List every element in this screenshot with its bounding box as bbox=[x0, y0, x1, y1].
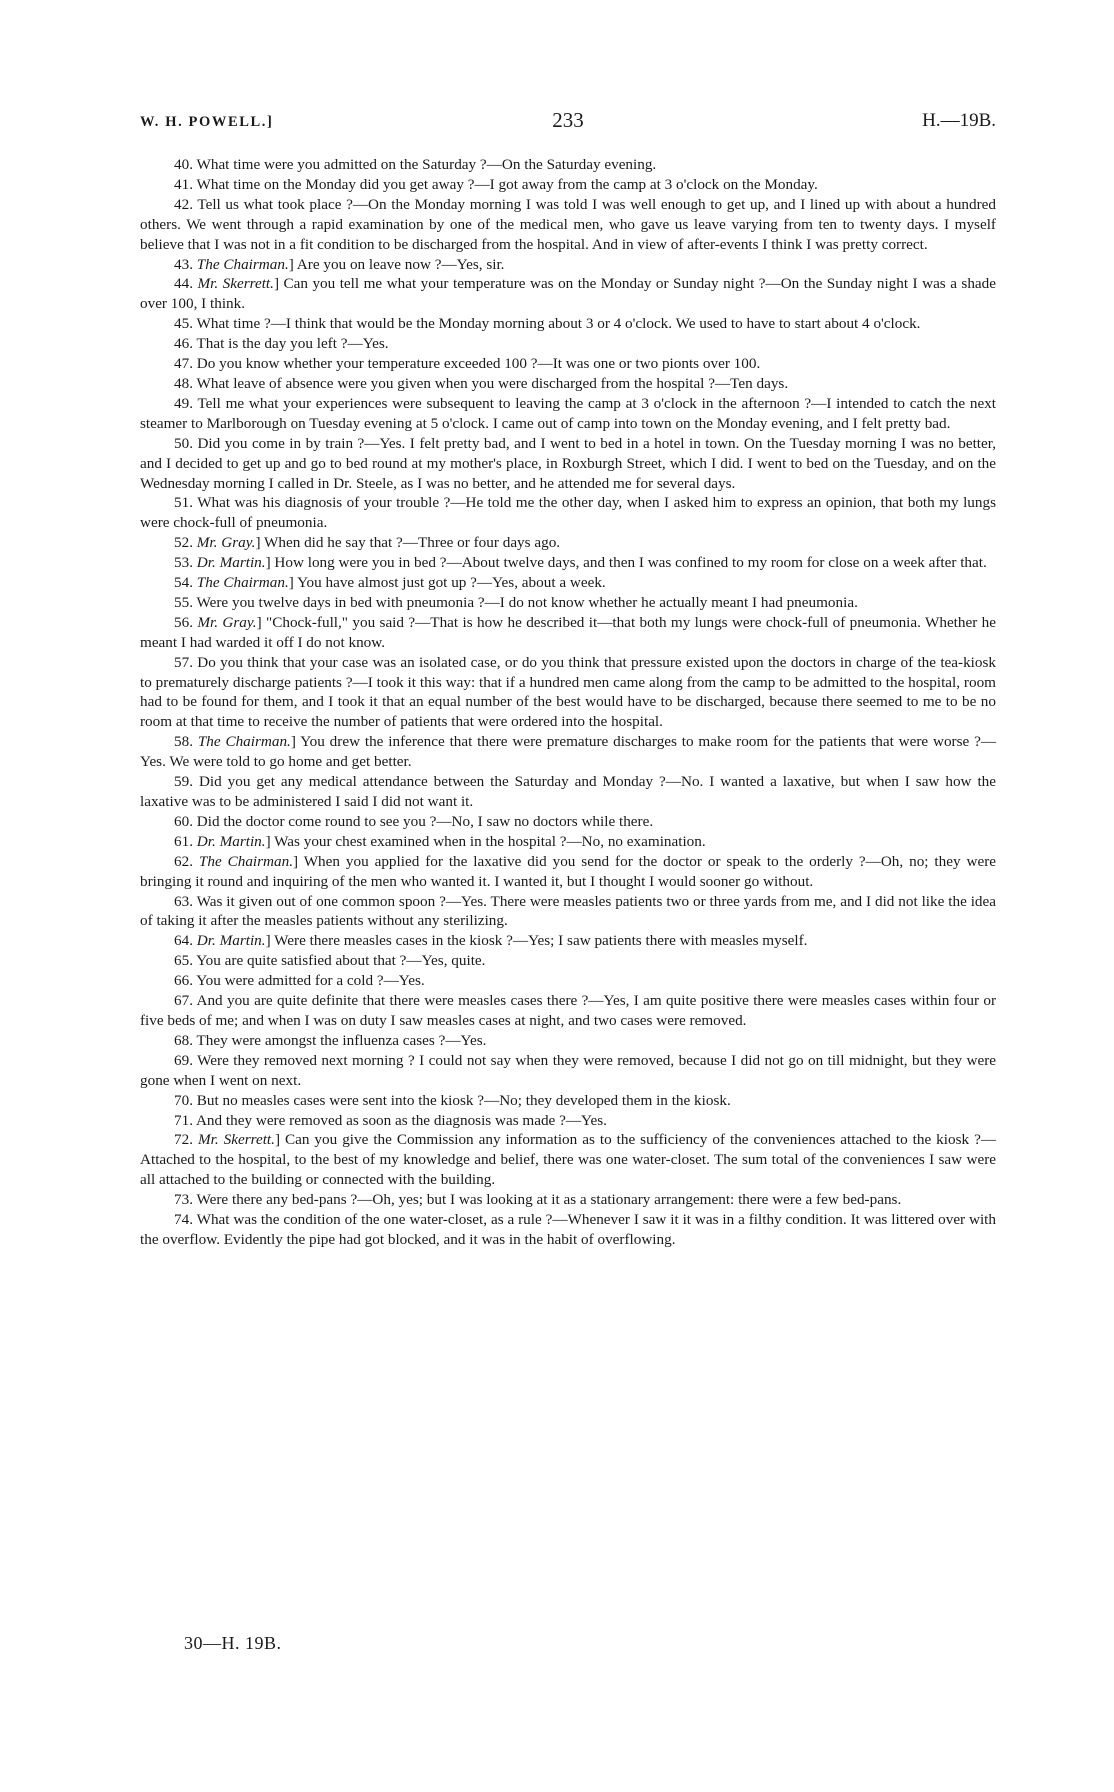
speaker-name: Dr. Martin. bbox=[196, 932, 266, 950]
speaker-name: Mr. Skerrett. bbox=[197, 1131, 275, 1149]
speaker-name: The Chairman. bbox=[197, 733, 291, 751]
question-answer-text: Was it given out of one common spoon ?—Yes. There were measles patients two or three yards from me, and I did not like the idea of taking it after the measles patients without any sterilizing. bbox=[140, 892, 996, 930]
question-answer-text: And you are quite definite that there were measles cases there ?—Yes, I am quite positive there were measles cases within four or five beds of me; and when I was on duty I saw measles cases at night, and two cases were removed. bbox=[140, 992, 996, 1029]
testimony-paragraph bbox=[140, 593, 996, 613]
question-answer-text: Can you tell me what your temperature was on the Monday or Sunday night ?—On the Sunday night I was a shade over 100, I think. bbox=[140, 275, 997, 313]
question-number: 62. bbox=[174, 852, 193, 870]
question-number: 44. bbox=[174, 275, 193, 293]
testimony-paragraph: 44. Mr. Skerrett.] Can you tell me what your temperature was on the Monday or Sunday night ?—On the Sunday night I was a shade over 100, I think. bbox=[140, 275, 997, 313]
question-answer-text: You drew the inference that there were premature discharges to make room for the patients that were worse ?—Yes. We were told to go home and get better. bbox=[140, 733, 997, 771]
signature-mark: 30—H. 19B. bbox=[184, 1633, 282, 1653]
question-answer-text: When did he say that ?—Three or four days ago. bbox=[264, 534, 561, 552]
testimony-paragraph bbox=[140, 155, 996, 175]
header-witness-name: W. H. POWELL.] bbox=[140, 114, 274, 130]
testimony-paragraph bbox=[140, 1190, 996, 1210]
testimony-paragraph bbox=[140, 812, 996, 832]
question-answer-text: Do you know whether your temperature exceeded 100 ?—It was one or two pionts over 100. bbox=[196, 355, 761, 373]
speaker-name: Mr. Gray. bbox=[196, 534, 256, 552]
question-number: 51. bbox=[174, 494, 193, 512]
question-answer-text: Can you give the Commission any information as to the sufficiency of the conveniences attached to the kiosk ?—Attached to the hospital, to the best of my knowledge and belief, there was one water-closet. The sum total of the conveniences I saw were all attached to the building or connected with the building. bbox=[140, 1131, 997, 1189]
question-answer-text: What leave of absence were you given when you were discharged from the hospital ?—Ten days. bbox=[196, 374, 789, 392]
question-answer-text: What time on the Monday did you get away ?—I got away from the camp at 3 o'clock on the Monday. bbox=[196, 175, 818, 193]
testimony-paragraph bbox=[140, 1091, 996, 1111]
testimony-paragraph: 52. Mr. Gray.] When did he say that ?—Three or four days ago. bbox=[174, 534, 561, 552]
question-answer-text: They were amongst the influenza cases ?—Yes. bbox=[196, 1031, 487, 1049]
testimony-paragraph: 64. Dr. Martin.] Were there measles cases in the kiosk ?—Yes; I saw patients there with measles myself. bbox=[174, 932, 808, 950]
speaker-name: The Chairman. bbox=[196, 574, 289, 592]
question-number: 43. bbox=[174, 255, 193, 273]
question-answer-text: Did you come in by train ?—Yes. I felt pretty bad, and I went to bed in a hotel in town. On the Tuesday morning I was no better, and I decided to get up and go to bed round at my mother's place, in Roxburgh Street, which I did. I went to bed on the Tuesday, and on the Wednesday morning I called in Dr. Steele, as I was no better, and he attended me for several days. bbox=[140, 434, 996, 492]
page-header bbox=[140, 108, 996, 138]
question-answer-text: Were they removed next morning ? I could not say when they were removed, because I did not go on till midnight, but they were gone when I went on next. bbox=[140, 1051, 996, 1089]
speaker-name: Mr. Skerrett. bbox=[197, 275, 274, 293]
question-number: 59. bbox=[174, 773, 193, 791]
question-number: 40. bbox=[174, 156, 193, 173]
question-number: 47. bbox=[174, 355, 193, 373]
testimony-paragraph bbox=[140, 991, 996, 1031]
question-number: 54. bbox=[174, 574, 193, 592]
question-number: 67. bbox=[174, 992, 193, 1010]
testimony-body bbox=[140, 155, 996, 1250]
testimony-paragraph bbox=[140, 354, 996, 374]
testimony-paragraph bbox=[140, 374, 996, 394]
testimony-paragraph bbox=[140, 334, 996, 354]
question-number: 71. bbox=[174, 1111, 193, 1129]
question-answer-text: That is the day you left ?—Yes. bbox=[196, 335, 389, 353]
question-number: 73. bbox=[174, 1191, 193, 1209]
question-answer-text: Are you on leave now ?—Yes, sir. bbox=[296, 255, 505, 273]
question-number: 74. bbox=[174, 1211, 193, 1229]
testimony-paragraph: 43. The Chairman.] Are you on leave now ?—Yes, sir. bbox=[174, 255, 505, 273]
question-answer-text: Were you twelve days in bed with pneumonia ?—I do not know whether he actually meant I had pneumonia. bbox=[196, 593, 858, 611]
testimony-paragraph bbox=[140, 1111, 996, 1131]
speaker-name: Dr. Martin. bbox=[196, 832, 266, 850]
question-answer-text: You have almost just got up ?—Yes, about a week. bbox=[297, 574, 606, 592]
question-number: 49. bbox=[174, 394, 193, 412]
question-answer-text: Were there any bed-pans ?—Oh, yes; but I was looking at it as a stationary arrangement: there were a few bed-pans. bbox=[196, 1191, 902, 1209]
question-number: 57. bbox=[174, 653, 193, 671]
question-answer-text: Were there measles cases in the kiosk ?—Yes; I saw patients there with measles myself. bbox=[274, 932, 808, 950]
question-answer-text: You were admitted for a cold ?—Yes. bbox=[196, 972, 425, 990]
question-answer-text: What time were you admitted on the Saturday ?—On the Saturday evening. bbox=[196, 156, 657, 173]
question-answer-text: Was your chest examined when in the hospital ?—No, no examination. bbox=[274, 832, 706, 850]
question-answer-text: Tell us what took place ?—On the Monday morning I was told I was well enough to get up, and I lined up with about a hundred others. We went through a rapid examination by one of the medical men, who gave us leave varying from ten to twenty days. I myself believe that I was not in a fit condition to be discharged from the hospital. And in view of after-events I think I was pretty correct. bbox=[140, 195, 996, 253]
question-number: 41. bbox=[174, 175, 193, 193]
question-answer-text: And they were removed as soon as the diagnosis was made ?—Yes. bbox=[195, 1111, 607, 1129]
question-answer-text: Did you get any medical attendance between the Saturday and Monday ?—No. I wanted a laxative, but when I saw how the laxative was to be administered I said I did not want it. bbox=[140, 773, 996, 810]
page-number: 233 bbox=[552, 108, 584, 132]
question-number: 50. bbox=[174, 434, 193, 452]
testimony-paragraph: 62. The Chairman.] When you applied for the laxative did you send for the doctor or speak to the orderly ?—Oh, no; they were bringing it round and inquiring of the men who wanted it. I wanted it, but I thought I would sooner go without. bbox=[140, 852, 996, 890]
question-number: 70. bbox=[174, 1091, 193, 1109]
testimony-paragraph bbox=[140, 394, 996, 434]
question-answer-text: But no measles cases were sent into the kiosk ?—No; they developed them in the kiosk. bbox=[196, 1091, 731, 1109]
question-answer-text: Did the doctor come round to see you ?—No, I saw no doctors while there. bbox=[196, 812, 654, 830]
testimony-paragraph bbox=[140, 493, 996, 533]
question-number: 72. bbox=[174, 1131, 193, 1149]
question-number: 42. bbox=[174, 195, 193, 213]
question-answer-text: You are quite satisfied about that ?—Yes, quite. bbox=[196, 952, 486, 970]
testimony-paragraph bbox=[140, 195, 996, 255]
question-answer-text: How long were you in bed ?—About twelve days, and then I was confined to my room for close on a week after that. bbox=[274, 554, 987, 572]
question-answer-text: Do you think that your case was an isolated case, or do you think that pressure existed upon the doctors in charge of the tea-kiosk to prematurely discharge patients ?—I took it this way: that if a hundred men came along from the camp to be admitted to the hospital, room had to be found for them, and I took it that an equal number of the best would have to be discharged, because there seemed to me to be no room at that time to receive the number of patients that were ordered into the hospital. bbox=[140, 653, 996, 731]
question-number: 69. bbox=[174, 1051, 193, 1069]
question-answer-text: Tell me what your experiences were subsequent to leaving the camp at 3 o'clock in the afternoon ?—I intended to catch the next steamer to Marlborough on Tuesday evening at 5 o'clock. I came out of camp into town on the Monday evening, and I felt pretty bad. bbox=[140, 394, 997, 432]
question-number: 56. bbox=[174, 613, 193, 631]
question-number: 58. bbox=[174, 733, 193, 751]
speaker-name: The Chairman. bbox=[196, 255, 289, 273]
testimony-paragraph: 53. Dr. Martin.] How long were you in bed ?—About twelve days, and then I was confined to my room for close on a week after that. bbox=[174, 554, 987, 572]
question-number: 48. bbox=[174, 374, 193, 392]
question-answer-text: When you applied for the laxative did you send for the doctor or speak to the orderly ?—Oh, no; they were bringing it round and inquiring of the men who wanted it. I wanted it, but I thought I would sooner go without. bbox=[140, 852, 996, 890]
question-number: 65. bbox=[174, 952, 193, 970]
testimony-paragraph bbox=[140, 1031, 996, 1051]
question-number: 61. bbox=[174, 832, 193, 850]
question-number: 60. bbox=[174, 812, 193, 830]
question-number: 53. bbox=[174, 554, 193, 572]
question-answer-text: What time ?—I think that would be the Monday morning about 3 or 4 o'clock. We used to have to start about 4 o'clock. bbox=[196, 315, 921, 333]
testimony-paragraph bbox=[140, 971, 996, 991]
question-number: 52. bbox=[174, 534, 193, 552]
testimony-paragraph bbox=[140, 772, 996, 812]
question-answer-text: What was the condition of the one water-closet, as a rule ?—Whenever I saw it it was in a filthy condition. It was littered over with the overflow. Evidently the pipe had got blocked, and it was in the habit of overflowing. bbox=[140, 1211, 996, 1248]
question-number: 68. bbox=[174, 1031, 193, 1049]
document-reference: H.—19B. bbox=[922, 110, 996, 131]
question-answer-text: "Chock-full," you said ?—That is how he described it—that both my lungs were chock-full of pneumonia. Whether he meant I had warded it off I do not know. bbox=[140, 613, 996, 651]
testimony-paragraph bbox=[140, 951, 996, 971]
testimony-paragraph bbox=[140, 1210, 996, 1250]
question-number: 63. bbox=[174, 892, 193, 910]
testimony-paragraph bbox=[140, 314, 996, 334]
speaker-name: Dr. Martin. bbox=[196, 554, 266, 572]
testimony-paragraph bbox=[140, 892, 996, 932]
testimony-paragraph bbox=[140, 434, 996, 494]
question-number: 46. bbox=[174, 335, 193, 353]
speaker-name: The Chairman. bbox=[198, 852, 294, 870]
testimony-paragraph bbox=[140, 1051, 996, 1091]
testimony-paragraph: 61. Dr. Martin.] Was your chest examined when in the hospital ?—No, no examination. bbox=[174, 832, 706, 850]
speaker-name: Mr. Gray. bbox=[197, 613, 257, 631]
testimony-paragraph: 72. Mr. Skerrett.] Can you give the Commission any information as to the sufficiency of the conveniences attached to the kiosk ?—Attached to the hospital, to the best of my knowledge and belief, there was one water-closet. The sum total of the conveniences I saw were all attached to the building or connected with the building. bbox=[140, 1131, 997, 1189]
testimony-paragraph: 54. The Chairman.] You have almost just got up ?—Yes, about a week. bbox=[174, 574, 606, 592]
testimony-paragraph bbox=[140, 653, 996, 733]
testimony-paragraph bbox=[140, 175, 996, 195]
testimony-paragraph: 56. Mr. Gray.] "Chock-full," you said ?—That is how he described it—that both my lungs were chock-full of pneumonia. Whether he meant I had warded it off I do not know. bbox=[140, 613, 996, 651]
question-number: 66. bbox=[174, 972, 193, 990]
testimony-paragraph: 58. The Chairman.] You drew the inference that there were premature discharges to make room for the patients that were worse ?—Yes. We were told to go home and get better. bbox=[140, 733, 997, 771]
question-number: 55. bbox=[174, 593, 193, 611]
question-number: 45. bbox=[174, 315, 193, 333]
question-answer-text: What was his diagnosis of your trouble ?—He told me the other day, when I asked him to express an opinion, that both my lungs were chock-full of pneumonia. bbox=[140, 494, 996, 532]
question-number: 64. bbox=[174, 932, 193, 950]
